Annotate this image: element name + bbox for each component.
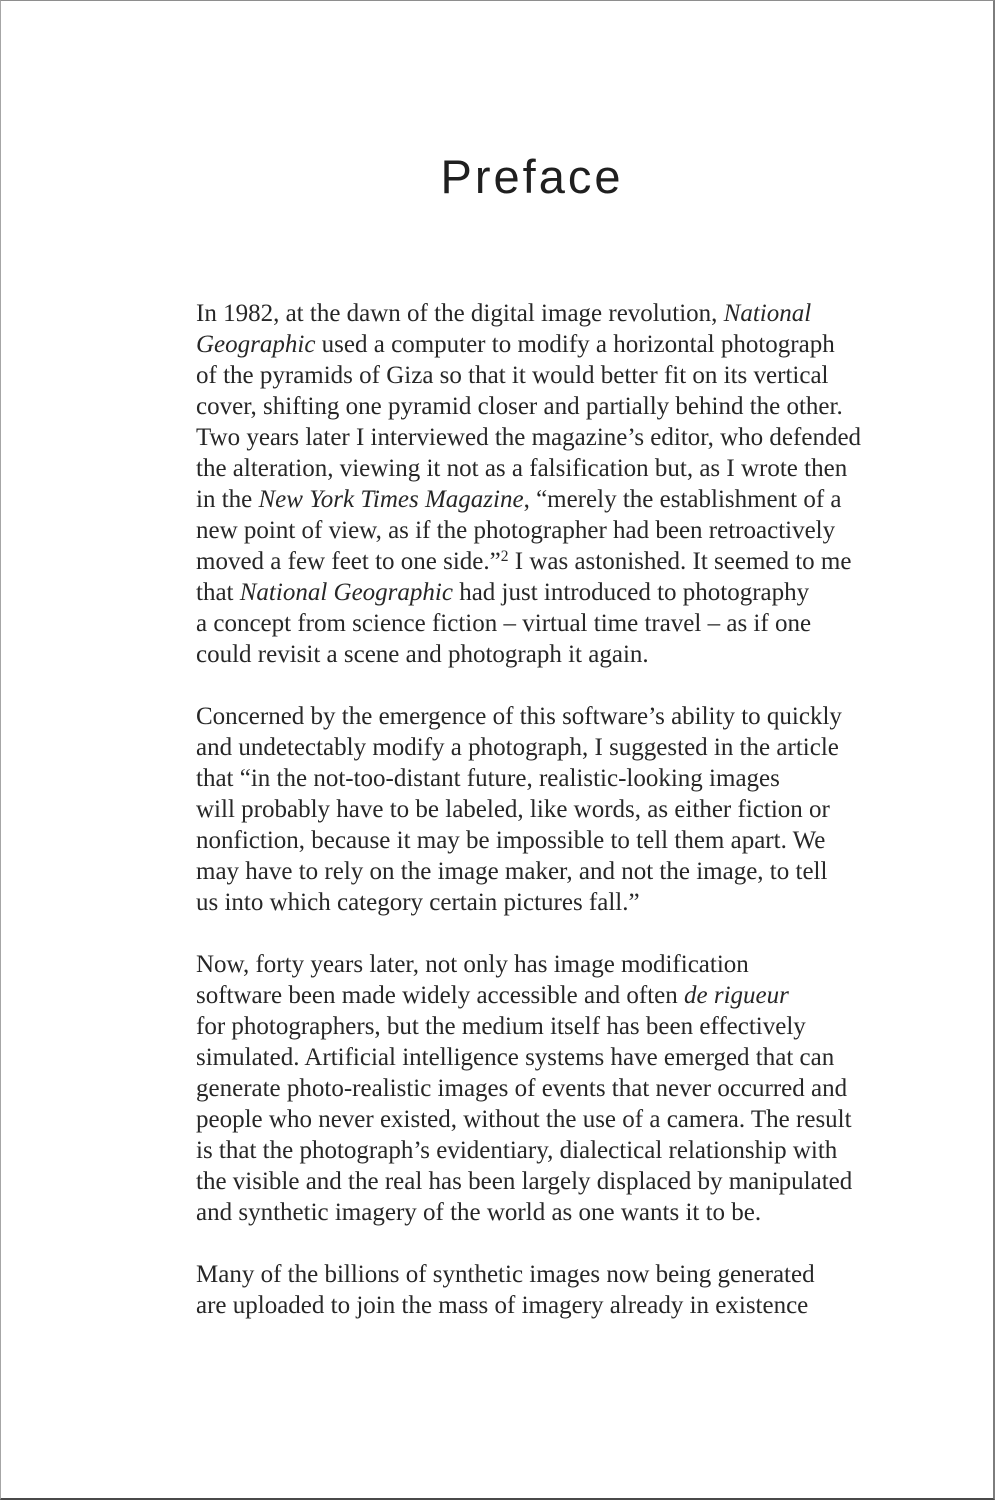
text-line [196, 701, 868, 732]
text-run: moved a few feet to one side.” [196, 548, 501, 575]
text-line [196, 1135, 868, 1166]
text-line [196, 360, 868, 391]
text-run: Now, forty years later, not only has image modification [196, 951, 749, 978]
text-line [196, 453, 868, 484]
text-run: used a computer to modify a horizontal photograph [315, 331, 835, 358]
paragraph [196, 298, 868, 670]
text-run: is that the photograph’s evidentiary, dialectical relationship with [196, 1137, 838, 1164]
text-line [196, 298, 868, 329]
text-run: that “in the not-too-distant future, realistic-looking images [196, 765, 780, 792]
text-run: National [723, 300, 812, 327]
text-run: that [196, 579, 240, 606]
paragraph [196, 701, 868, 918]
text-line [196, 1259, 868, 1290]
text-run: had just introduced to photography [452, 579, 810, 606]
text-run: new point of view, as if the photographer had been retroactively [196, 517, 836, 544]
text-line [196, 577, 868, 608]
page-title: Preface [440, 150, 624, 203]
text-run: Two years later I interviewed the magazine’s editor, who defended [196, 424, 862, 451]
text-run: the visible and the real has been largely displaced by manipulated [196, 1168, 853, 1195]
text-run: New York Times Magazine [258, 486, 524, 513]
footnote-marker: 2 [500, 548, 509, 566]
text-line [196, 639, 868, 670]
text-line [196, 980, 868, 1011]
text-line [196, 1197, 868, 1228]
text-line [196, 887, 868, 918]
text-line [196, 732, 868, 763]
text-line [196, 391, 868, 422]
text-column [196, 151, 868, 1321]
text-run: a concept from science fiction – virtual time travel – as if one [196, 610, 812, 637]
text-line [196, 484, 868, 515]
text-run: cover, shifting one pyramid closer and partially behind the other. [196, 393, 843, 420]
text-line [196, 422, 868, 453]
text-run: Concerned by the emergence of this software’s ability to quickly [196, 703, 842, 730]
paragraph [196, 1259, 868, 1321]
text-line [196, 515, 868, 546]
text-run: , “merely the establishment of a [523, 486, 842, 513]
text-line [196, 1042, 868, 1073]
text-line [196, 1104, 868, 1135]
text-run: and undetectably modify a photograph, I suggested in the article [196, 734, 839, 761]
text-line [196, 1166, 868, 1197]
text-line [196, 949, 868, 980]
text-line [196, 1073, 868, 1104]
text-run: of the pyramids of Giza so that it would better fit on its vertical [196, 362, 829, 389]
text-line [196, 1011, 868, 1042]
text-run: may have to rely on the image maker, and not the image, to tell [196, 858, 828, 885]
text-run: software been made widely accessible and often [196, 982, 684, 1009]
text-run: simulated. Artificial intelligence systems have emerged that can [196, 1044, 835, 1071]
text-run: the alteration, viewing it not as a falsification but, as I wrote then [196, 455, 848, 482]
text-run: Many of the billions of synthetic images now being generated [196, 1261, 815, 1288]
text-line [196, 546, 868, 577]
text-run: de rigueur [684, 982, 789, 1009]
text-run: us into which category certain pictures fall.” [196, 889, 640, 916]
text-run: are uploaded to join the mass of imagery already in existence [196, 1292, 809, 1319]
body-text [196, 298, 868, 1321]
text-run: National Geographic [239, 579, 453, 606]
text-line [196, 763, 868, 794]
text-line [196, 856, 868, 887]
text-run: nonfiction, because it may be impossible to tell them apart. We [196, 827, 826, 854]
text-run: for photographers, but the medium itself has been effectively [196, 1013, 806, 1040]
paragraph [196, 949, 868, 1228]
text-run: will probably have to be labeled, like words, as either fiction or [196, 796, 830, 823]
text-run: I was astonished. It seemed to me [508, 548, 852, 575]
text-line [196, 608, 868, 639]
text-line [196, 329, 868, 360]
text-run: in the [196, 486, 259, 513]
text-run: and synthetic imagery of the world as one wants it to be. [196, 1199, 762, 1226]
text-line [196, 1290, 868, 1321]
text-run: In 1982, at the dawn of the digital image revolution, [196, 300, 724, 327]
text-line [196, 794, 868, 825]
text-run: generate photo-realistic images of events that never occurred and [196, 1075, 848, 1102]
text-run: Geographic [196, 331, 316, 358]
text-run: could revisit a scene and photograph it again. [196, 641, 649, 668]
text-run: people who never existed, without the use of a camera. The result [196, 1106, 852, 1133]
text-line [196, 825, 868, 856]
